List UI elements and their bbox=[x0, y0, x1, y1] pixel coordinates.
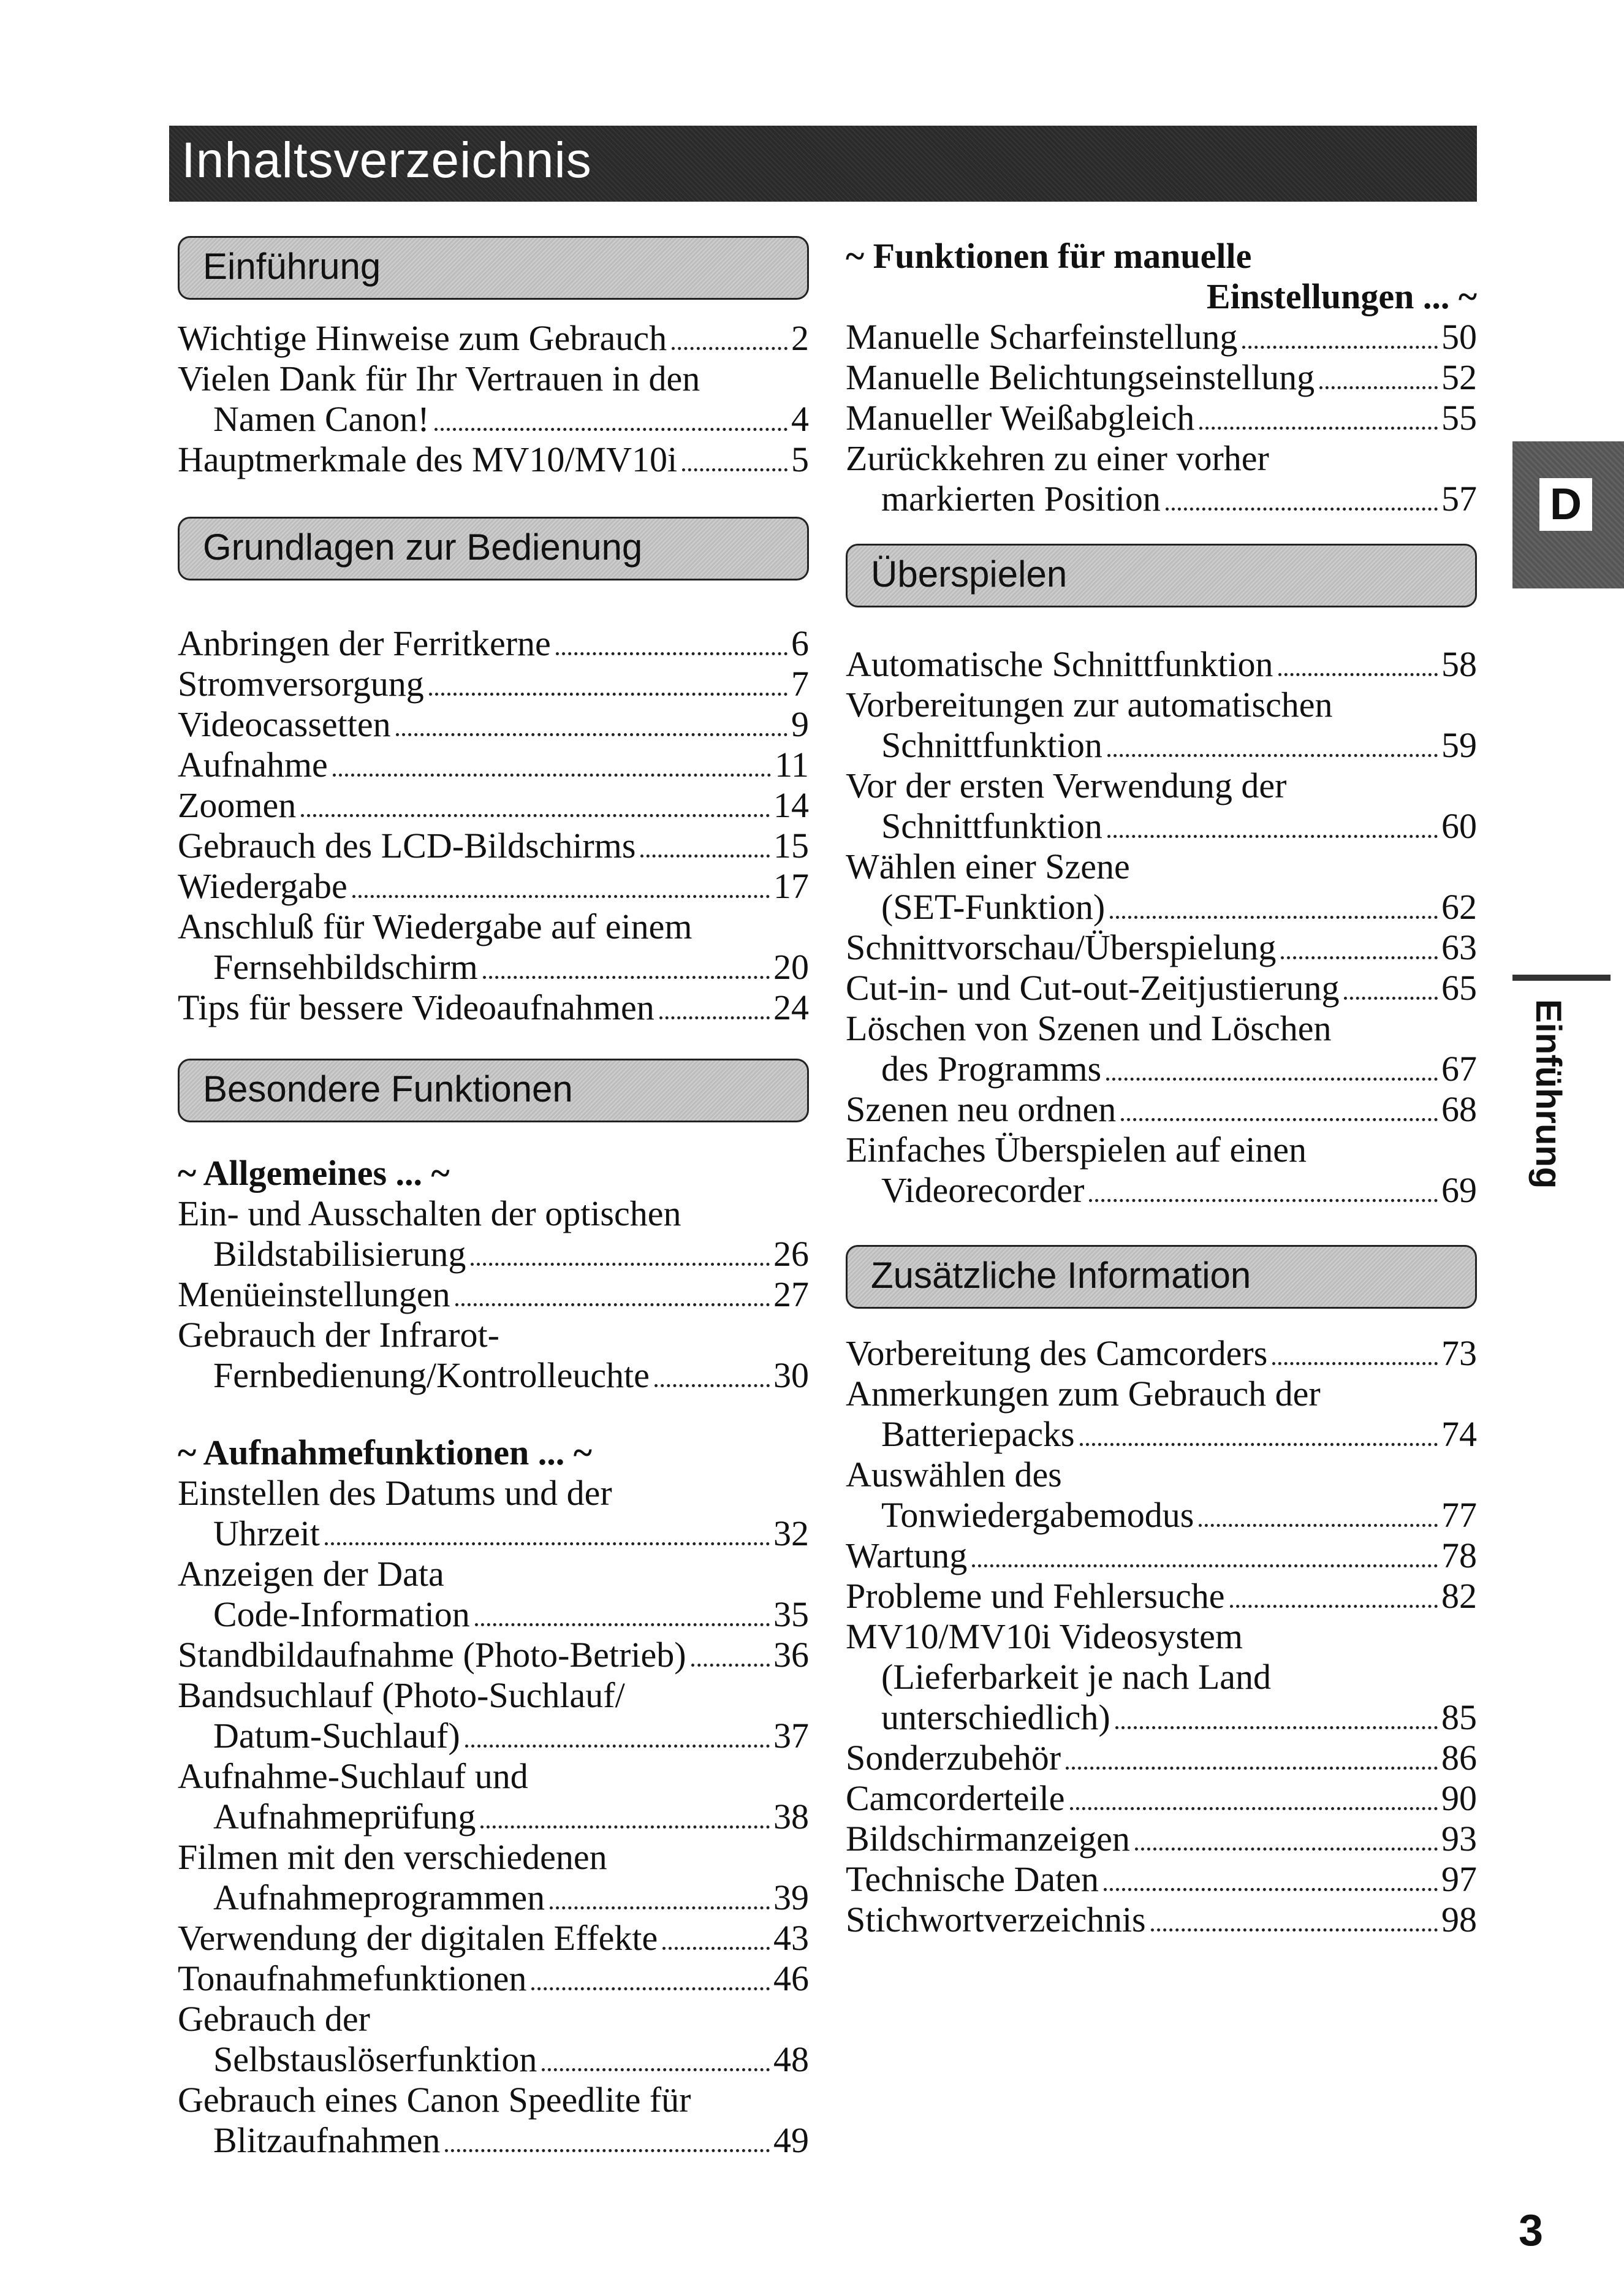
entry-line: Zurückkehren zu einer vorher bbox=[846, 438, 1269, 478]
leader-dots bbox=[1230, 1605, 1438, 1608]
entry-label: Stichwortverzeichnis bbox=[846, 1900, 1146, 1939]
toc-entry[interactable] bbox=[178, 1635, 809, 1675]
toc-entry[interactable] bbox=[846, 357, 1477, 398]
leader-dots bbox=[1135, 1848, 1438, 1851]
entry-page: 48 bbox=[773, 2039, 809, 2079]
entry-label: Tips für bessere Videoaufnahmen bbox=[178, 988, 655, 1027]
entry-line: Filmen mit den verschiedenen bbox=[178, 1837, 607, 1877]
entry-label: Namen Canon! bbox=[213, 399, 430, 439]
section-header-besondere bbox=[178, 1059, 809, 1122]
entry-page: 59 bbox=[1441, 725, 1477, 765]
entry-label: Manuelle Scharfeinstellung bbox=[846, 317, 1238, 357]
section-title: Besondere Funktionen bbox=[203, 1068, 573, 1109]
leader-dots bbox=[550, 1906, 770, 1909]
entry-label: Aufnahmeprüfung bbox=[213, 1797, 476, 1836]
language-tab bbox=[1512, 441, 1624, 588]
language-tab-letter: D bbox=[1539, 478, 1592, 531]
leader-dots bbox=[396, 733, 787, 736]
toc-entry[interactable] bbox=[846, 1170, 1477, 1211]
entry-page: 49 bbox=[773, 2120, 809, 2160]
entry-label: Anbringen der Ferritkerne bbox=[178, 623, 551, 663]
section-header-einfuehrung bbox=[178, 236, 809, 300]
entry-line: Ein- und Ausschalten der optischen bbox=[178, 1193, 681, 1233]
leader-dots bbox=[1115, 1726, 1438, 1729]
toc-entry[interactable] bbox=[178, 1594, 809, 1635]
entry-label: Schnittfunktion bbox=[881, 725, 1102, 765]
toc-entry[interactable] bbox=[178, 785, 809, 826]
leader-dots bbox=[1281, 956, 1438, 959]
toc-entry[interactable] bbox=[178, 664, 809, 704]
leader-dots bbox=[1070, 1807, 1438, 1810]
leader-dots bbox=[483, 976, 770, 979]
entry-label: Sonderzubehör bbox=[846, 1738, 1061, 1778]
subsection-heading: ~ Aufnahmefunktionen ... ~ bbox=[178, 1433, 592, 1472]
toc-entry[interactable] bbox=[846, 806, 1477, 847]
toc-entry[interactable] bbox=[178, 2039, 809, 2080]
toc-entry[interactable] bbox=[178, 866, 809, 907]
entry-label: Batteriepacks bbox=[881, 1414, 1075, 1454]
toc-entry[interactable] bbox=[846, 1536, 1477, 1576]
toc-entry[interactable] bbox=[178, 1355, 809, 1396]
entry-label: Fernbedienung/Kontrolleuchte bbox=[213, 1355, 650, 1395]
leader-dots bbox=[655, 1384, 770, 1387]
leader-dots bbox=[1121, 1118, 1438, 1121]
toc-entry[interactable] bbox=[846, 1778, 1477, 1819]
toc-entry[interactable] bbox=[846, 317, 1477, 357]
leader-dots bbox=[531, 1987, 770, 1990]
entry-label: Verwendung der digitalen Effekte bbox=[178, 1918, 658, 1958]
entry-page: 46 bbox=[773, 1958, 809, 1998]
entry-label: Stromversorgung bbox=[178, 664, 424, 704]
leader-dots bbox=[1199, 1524, 1438, 1527]
entry-label: unterschiedlich) bbox=[881, 1697, 1110, 1737]
entry-line: Gebrauch der Infrarot- bbox=[178, 1315, 499, 1355]
entry-page: 7 bbox=[791, 664, 809, 704]
toc-entry[interactable] bbox=[178, 988, 809, 1028]
toc-entry[interactable] bbox=[846, 1697, 1477, 1738]
entry-label: Camcorderteile bbox=[846, 1778, 1065, 1818]
toc-entry[interactable] bbox=[846, 1089, 1477, 1130]
section-title: Grundlagen zur Bedienung bbox=[203, 527, 643, 568]
entry-label: Probleme und Fehlersuche bbox=[846, 1576, 1225, 1616]
entry-page: 15 bbox=[773, 826, 809, 866]
entry-page: 11 bbox=[775, 745, 809, 785]
toc-entry[interactable] bbox=[846, 1333, 1477, 1374]
subsection-heading: ~ Allgemeines ... ~ bbox=[178, 1153, 450, 1193]
entry-line: Vielen Dank für Ihr Vertrauen in den bbox=[178, 359, 700, 398]
entry-page: 5 bbox=[791, 440, 809, 479]
entry-label: Videocassetten bbox=[178, 704, 391, 744]
entry-label: Code-Information bbox=[213, 1594, 470, 1634]
entry-line: Einfaches Überspielen auf einen bbox=[846, 1130, 1307, 1170]
leader-dots bbox=[475, 1623, 770, 1626]
toc-entry[interactable] bbox=[846, 479, 1477, 519]
toc-entry[interactable] bbox=[178, 1513, 809, 1554]
leader-dots bbox=[1110, 916, 1438, 919]
title-bar bbox=[169, 126, 1477, 202]
entry-page: 73 bbox=[1441, 1333, 1477, 1373]
chapter-side-label: Einführung bbox=[1528, 999, 1568, 1189]
entry-line: Anschluß für Wiedergabe auf einem bbox=[178, 907, 692, 946]
entry-page: 9 bbox=[791, 704, 809, 744]
toc-entry[interactable] bbox=[846, 1738, 1477, 1778]
entry-page: 63 bbox=[1441, 927, 1477, 967]
entry-label: Tonwiedergabemodus bbox=[881, 1495, 1194, 1535]
entry-label: Standbildaufnahme (Photo-Betrieb) bbox=[178, 1635, 686, 1675]
entry-line: Anzeigen der Data bbox=[178, 1554, 444, 1594]
leader-dots bbox=[352, 895, 770, 898]
entry-page: 4 bbox=[791, 399, 809, 439]
toc-entry[interactable] bbox=[178, 1918, 809, 1958]
toc-entry[interactable] bbox=[846, 1049, 1477, 1089]
toc-entry[interactable] bbox=[846, 1495, 1477, 1536]
entry-label: Videorecorder bbox=[881, 1170, 1085, 1210]
entry-label: Hauptmerkmale des MV10/MV10i bbox=[178, 440, 678, 479]
leader-dots bbox=[301, 814, 770, 817]
toc-entry[interactable] bbox=[846, 1414, 1477, 1455]
entry-label: Selbstauslöserfunktion bbox=[213, 2039, 537, 2079]
entry-page: 20 bbox=[773, 947, 809, 987]
toc-entry[interactable] bbox=[178, 623, 809, 664]
entry-page: 52 bbox=[1441, 357, 1477, 397]
entry-page: 82 bbox=[1441, 1576, 1477, 1616]
entry-line: Bandsuchlauf (Photo-Suchlauf/ bbox=[178, 1675, 625, 1715]
leader-dots bbox=[325, 1542, 770, 1545]
leader-dots bbox=[1080, 1443, 1438, 1446]
toc-entry[interactable] bbox=[178, 947, 809, 988]
entry-page: 97 bbox=[1441, 1859, 1477, 1899]
left-column bbox=[178, 236, 809, 2161]
toc-entry[interactable] bbox=[846, 887, 1477, 927]
section-header-zusaetzliche bbox=[846, 1245, 1477, 1309]
leader-dots bbox=[662, 1947, 770, 1950]
entry-label: Technische Daten bbox=[846, 1859, 1099, 1899]
entry-page: 65 bbox=[1441, 968, 1477, 1008]
leader-dots bbox=[429, 693, 787, 696]
toc-entry[interactable] bbox=[846, 1900, 1477, 1940]
toc-entry[interactable] bbox=[178, 399, 809, 440]
entry-label: Fernsehbildschirm bbox=[213, 947, 478, 987]
leader-dots bbox=[1151, 1928, 1438, 1932]
entry-line: Einstellen des Datums und der bbox=[178, 1473, 612, 1513]
entry-page: 86 bbox=[1441, 1738, 1477, 1778]
entry-label: Aufnahme bbox=[178, 745, 328, 785]
section-header-grundlagen bbox=[178, 517, 809, 580]
entry-label: Blitzaufnahmen bbox=[213, 2120, 441, 2160]
subsection-heading: ~ Funktionen für manuelle bbox=[846, 236, 1252, 276]
toc-entry[interactable] bbox=[178, 440, 809, 480]
leader-dots bbox=[1242, 346, 1438, 349]
entry-page: 57 bbox=[1441, 479, 1477, 519]
entry-label: Zoomen bbox=[178, 785, 297, 825]
entry-label: Schnittvorschau/Überspielung bbox=[846, 927, 1277, 967]
leader-dots bbox=[333, 774, 771, 777]
toc-entry[interactable] bbox=[846, 1859, 1477, 1900]
entry-label: Schnittfunktion bbox=[881, 806, 1102, 846]
entry-page: 55 bbox=[1441, 398, 1477, 438]
leader-dots bbox=[672, 347, 787, 350]
entry-label: Bildschirmanzeigen bbox=[846, 1819, 1130, 1859]
entry-label: Datum-Suchlauf) bbox=[213, 1716, 460, 1756]
toc-entry[interactable] bbox=[178, 1958, 809, 1999]
entry-page: 14 bbox=[773, 785, 809, 825]
entry-page: 78 bbox=[1441, 1536, 1477, 1575]
entry-line: (Lieferbarkeit je nach Land bbox=[881, 1657, 1272, 1697]
leader-dots bbox=[434, 428, 787, 431]
leader-dots bbox=[1319, 386, 1438, 389]
entry-line: Wählen einer Szene bbox=[846, 847, 1130, 886]
entry-line: Vorbereitungen zur automatischen bbox=[846, 685, 1333, 725]
side-rule bbox=[1512, 975, 1611, 981]
entry-page: 6 bbox=[791, 623, 809, 663]
toc-entry[interactable] bbox=[846, 725, 1477, 766]
entry-page: 98 bbox=[1441, 1900, 1477, 1939]
right-column bbox=[846, 236, 1477, 1940]
toc-entry[interactable] bbox=[178, 826, 809, 866]
entry-page: 62 bbox=[1441, 887, 1477, 927]
entry-page: 36 bbox=[773, 1635, 809, 1675]
entry-label: markierten Position bbox=[881, 479, 1161, 519]
entry-page: 58 bbox=[1441, 644, 1477, 684]
entry-page: 60 bbox=[1441, 806, 1477, 846]
entry-page: 77 bbox=[1441, 1495, 1477, 1535]
entry-line: Vor der ersten Verwendung der bbox=[846, 766, 1287, 805]
entry-page: 85 bbox=[1441, 1697, 1477, 1737]
toc-entry[interactable] bbox=[846, 968, 1477, 1008]
leader-dots bbox=[1106, 1078, 1438, 1081]
leader-dots bbox=[640, 854, 770, 858]
entry-label: Aufnahmeprogrammen bbox=[213, 1878, 545, 1917]
toc-entry[interactable] bbox=[846, 927, 1477, 968]
entry-label: Menüeinstellungen bbox=[178, 1274, 450, 1314]
toc-entry[interactable] bbox=[846, 644, 1477, 685]
entry-label: des Programms bbox=[881, 1049, 1102, 1089]
entry-line: Auswählen des bbox=[846, 1455, 1062, 1494]
toc-entry[interactable] bbox=[846, 1819, 1477, 1859]
entry-line: Aufnahme-Suchlauf und bbox=[178, 1756, 528, 1796]
entry-label: Automatische Schnittfunktion bbox=[846, 644, 1273, 684]
leader-dots bbox=[1278, 673, 1438, 676]
leader-dots bbox=[1199, 427, 1438, 430]
toc-entry[interactable] bbox=[178, 2120, 809, 2161]
entry-label: Wichtige Hinweise zum Gebrauch bbox=[178, 318, 667, 358]
leader-dots bbox=[445, 2149, 770, 2152]
leader-dots bbox=[1166, 508, 1438, 511]
section-title: Überspielen bbox=[871, 554, 1068, 595]
entry-label: Szenen neu ordnen bbox=[846, 1089, 1117, 1129]
section-header-ueberspielen bbox=[846, 544, 1477, 607]
leader-dots bbox=[1089, 1199, 1438, 1202]
entry-label: Uhrzeit bbox=[213, 1513, 320, 1553]
leader-dots bbox=[465, 1745, 770, 1748]
entry-line: Löschen von Szenen und Löschen bbox=[846, 1008, 1332, 1048]
entry-label: Manuelle Belichtungseinstellung bbox=[846, 357, 1315, 397]
entry-page: 27 bbox=[773, 1274, 809, 1314]
entry-page: 2 bbox=[791, 318, 809, 358]
entry-page: 37 bbox=[773, 1716, 809, 1756]
entry-page: 38 bbox=[773, 1797, 809, 1836]
entry-page: 35 bbox=[773, 1594, 809, 1634]
toc-entry[interactable] bbox=[178, 704, 809, 745]
entry-line: Gebrauch eines Canon Speedlite für bbox=[178, 2080, 691, 2120]
page-number: 3 bbox=[1519, 2206, 1544, 2255]
leader-dots bbox=[1344, 997, 1438, 1000]
leader-dots bbox=[1104, 1888, 1438, 1891]
section-title: Einführung bbox=[203, 246, 381, 287]
entry-page: 50 bbox=[1441, 317, 1477, 357]
toc-entry[interactable] bbox=[846, 1576, 1477, 1616]
entry-page: 93 bbox=[1441, 1819, 1477, 1859]
entry-page: 17 bbox=[773, 866, 809, 906]
entry-line: Gebrauch der bbox=[178, 1999, 370, 2039]
toc-entry[interactable] bbox=[178, 745, 809, 785]
entry-page: 32 bbox=[773, 1513, 809, 1553]
leader-dots bbox=[691, 1664, 770, 1667]
entry-label: Wiedergabe bbox=[178, 866, 347, 906]
leader-dots bbox=[1066, 1767, 1438, 1770]
entry-page: 67 bbox=[1441, 1049, 1477, 1089]
entry-label: Vorbereitung des Camcorders bbox=[846, 1333, 1268, 1373]
subsection-heading-cont: Einstellungen ... ~ bbox=[1206, 276, 1477, 316]
leader-dots bbox=[682, 468, 787, 471]
leader-dots bbox=[471, 1263, 770, 1266]
entry-page: 68 bbox=[1441, 1089, 1477, 1129]
toc-entry[interactable] bbox=[178, 1797, 809, 1837]
entry-page: 26 bbox=[773, 1234, 809, 1274]
toc-entry[interactable] bbox=[178, 318, 809, 359]
entry-page: 69 bbox=[1441, 1170, 1477, 1210]
entry-page: 74 bbox=[1441, 1414, 1477, 1454]
entry-line: MV10/MV10i Videosystem bbox=[846, 1616, 1243, 1656]
entry-page: 24 bbox=[773, 988, 809, 1027]
toc-entry[interactable] bbox=[178, 1878, 809, 1918]
entry-label: Gebrauch des LCD-Bildschirms bbox=[178, 826, 636, 866]
toc-entry[interactable] bbox=[178, 1716, 809, 1756]
entry-label: Manueller Weißabgleich bbox=[846, 398, 1195, 438]
leader-dots bbox=[1272, 1362, 1438, 1365]
leader-dots bbox=[1107, 835, 1438, 838]
entry-page: 39 bbox=[773, 1878, 809, 1917]
entry-label: Cut-in- und Cut-out-Zeitjustierung bbox=[846, 968, 1340, 1008]
leader-dots bbox=[455, 1303, 770, 1306]
entry-page: 90 bbox=[1441, 1778, 1477, 1818]
entry-label: Wartung bbox=[846, 1536, 968, 1575]
leader-dots bbox=[480, 1825, 770, 1829]
entry-line: Anmerkungen zum Gebrauch der bbox=[846, 1374, 1321, 1414]
toc-entry[interactable] bbox=[178, 1234, 809, 1274]
leader-dots bbox=[556, 652, 787, 655]
leader-dots bbox=[659, 1016, 770, 1019]
leader-dots bbox=[542, 2068, 770, 2071]
leader-dots bbox=[1107, 754, 1438, 757]
leader-dots bbox=[972, 1564, 1438, 1567]
page-title: Inhaltsverzeichnis bbox=[181, 132, 592, 188]
entry-label: Bildstabilisierung bbox=[213, 1234, 466, 1274]
toc-entry[interactable] bbox=[178, 1274, 809, 1315]
entry-label: Tonaufnahmefunktionen bbox=[178, 1958, 527, 1998]
entry-label: (SET-Funktion) bbox=[881, 887, 1106, 927]
entry-page: 43 bbox=[773, 1918, 809, 1958]
section-title: Zusätzliche Information bbox=[871, 1255, 1251, 1296]
toc-entry[interactable] bbox=[846, 398, 1477, 438]
entry-page: 30 bbox=[773, 1355, 809, 1395]
